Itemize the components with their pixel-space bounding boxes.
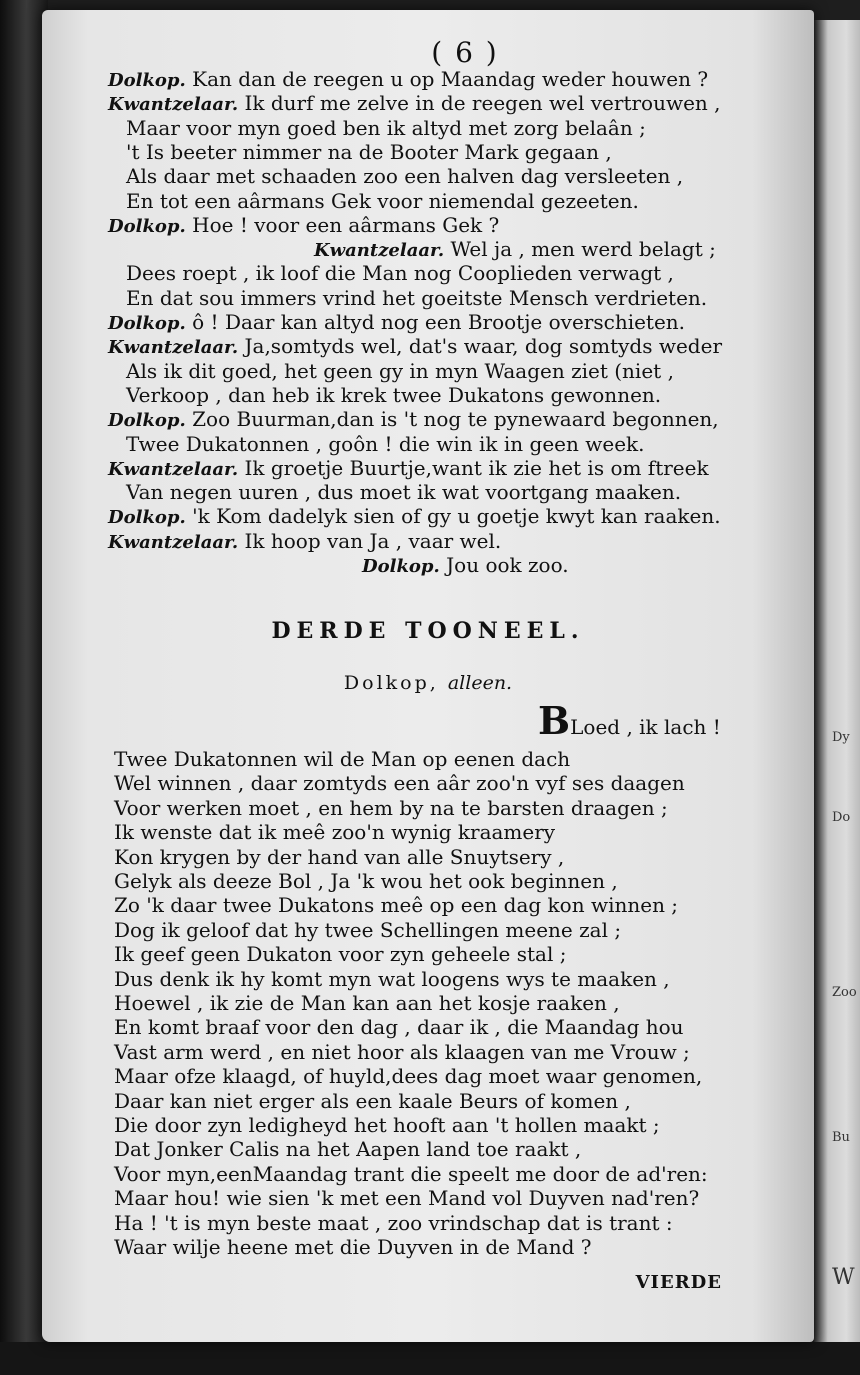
monologue-line: Gelyk als deeze Bol , Ja 'k wou het ook beginnen , — [114, 869, 618, 893]
speaker-name: Dolkop. — [108, 70, 186, 91]
dialogue-line — [108, 92, 721, 116]
monologue-line: Waar wilje heene met die Duyven in de Mand ? — [114, 1235, 592, 1259]
dialogue-line — [126, 141, 612, 163]
speech-text: Als ik dit goed, het geen gy in myn Waagen ziet (niet , — [126, 358, 674, 383]
speaker-name: Dolkop. — [108, 313, 186, 334]
book-spine — [0, 0, 48, 1375]
speech-text: En dat sou immers vrind het goeitste Mensch verdrieten. — [126, 285, 708, 310]
speaker-name: Kwantzelaar. — [108, 531, 239, 553]
monologue-line: Ha ! 't is myn beste maat , zoo vrindschap dat is trant : — [114, 1210, 673, 1235]
monologue-line: Twee Dukatonnen wil de Man op eenen dach — [114, 747, 571, 771]
margin-fragment: Do — [832, 810, 851, 825]
monologue-line: Ik geef geen Dukaton voor zyn geheele stal ; — [114, 942, 567, 967]
speaker-name: Kwantzelaar. — [314, 240, 445, 262]
speech-text: En tot een aârmans Gek voor niemendal gezeeten. — [126, 188, 639, 213]
speaker-name: Kwantzelaar. — [108, 94, 239, 116]
monologue-line: Wel winnen , daar zomtyds een aâr zoo'n vyf ses daagen — [114, 771, 685, 796]
speech-text: Ik durf me zelve in de reegen wel vertrouwen , — [244, 91, 721, 116]
speaker-name: Kwantzelaar. — [108, 458, 239, 480]
monologue-line: Maar ofze klaagd, of huyld,dees dag moet waar genomen, — [114, 1064, 703, 1089]
speech-text: Dees roept , ik loof die Man nog Cooplieden verwagt , — [126, 261, 674, 286]
monologue-line: Vast arm werd , en niet hoor als klaagen van me Vrouw ; — [114, 1039, 690, 1064]
speech-text: Maar voor myn goed ben ik altyd met zorg belaân ; — [126, 115, 646, 140]
monologue-first-text: Loed , ik lach ! — [570, 715, 721, 739]
monologue-first-line — [538, 698, 721, 743]
dialogue-line — [108, 214, 499, 238]
monologue-line: Die door zyn ledigheyd het hooft aan 't hollen maakt ; — [114, 1113, 660, 1137]
speech-text: Verkoop , dan heb ik krek twee Dukatons gewonnen. — [126, 382, 662, 407]
speech-text: Jou ook zoo. — [446, 553, 569, 577]
speech-text: Ja,somtyds wel, dat's waar, dog somtyds weder — [244, 334, 723, 359]
monologue-line: Ik wenste dat ik meê zoo'n wynig kraamery — [114, 820, 556, 845]
monologue-line: Dus denk ik hy komt myn wat loogens wys te maaken , — [114, 966, 670, 991]
dialogue-line — [314, 238, 716, 262]
page-number: ( 6 ) — [431, 36, 499, 69]
scene-character: Dolkop, — [343, 672, 439, 694]
monologue-line: Dog ik geloof dat hy twee Schellingen meene zal ; — [114, 917, 622, 942]
monologue-line: Hoewel , ik zie de Man kan aan het kosje raaken , — [114, 991, 620, 1015]
speech-text: Hoe ! voor een aârmans Gek ? — [192, 212, 500, 237]
dialogue-line — [126, 360, 674, 382]
book-page — [42, 10, 814, 1342]
monologue-line: Dat Jonker Calis na het Aapen land toe raakt , — [114, 1137, 582, 1162]
margin-fragment: W — [832, 1265, 855, 1290]
dialogue-line — [126, 190, 639, 212]
speech-text: Wel ja , men werd belagt ; — [450, 237, 716, 262]
speech-text: Ik groetje Buurtje,want ik zie het is om ftreek — [244, 455, 709, 480]
monologue-line: Daar kan niet erger als een kaale Beurs of komen , — [114, 1088, 631, 1113]
speaker-name: Dolkop. — [108, 215, 186, 237]
dialogue-line — [126, 262, 674, 284]
dialogue-line — [108, 505, 721, 529]
margin-fragment: Bu — [832, 1130, 850, 1145]
catchword: VIERDE — [635, 1272, 722, 1293]
dialogue-line — [126, 433, 645, 455]
monologue-line: Zo 'k daar twee Dukatons meê op een dag kon winnen ; — [114, 893, 679, 918]
speech-text: ô ! Daar kan altyd nog een Brootje overschieten. — [192, 310, 686, 334]
speech-text: 'k Kom dadelyk sien of gy u goetje kwyt kan raaken. — [192, 504, 721, 529]
speech-text: Ik hoop van Ja , vaar wel. — [244, 528, 502, 553]
dialogue-line — [108, 408, 719, 432]
dialogue-line — [126, 481, 681, 503]
dialogue-line — [126, 384, 661, 406]
speech-text: Als daar met schaaden zoo een halven dag versleeten , — [126, 164, 684, 189]
dialogue-line — [108, 335, 722, 359]
scene-character-line — [42, 672, 814, 694]
speech-text: Twee Dukatonnen , goôn ! die win ik in geen week. — [126, 431, 645, 456]
margin-fragment: Dy — [832, 730, 850, 745]
monologue-line: Voor myn,eenMaandag trant die speelt me door de ad'ren: — [114, 1161, 708, 1186]
dialogue-line — [126, 117, 646, 139]
dialogue-line — [108, 311, 685, 335]
monologue-line: Maar hou! wie sien 'k met een Mand vol Duyven nad'ren? — [114, 1186, 700, 1211]
speaker-name: Kwantzelaar. — [108, 337, 239, 359]
monologue-line: En komt braaf voor den dag , daar ik , die Maandag hou — [114, 1015, 684, 1040]
monologue-line: Kon krygen by der hand van alle Snuytsery , — [114, 844, 565, 869]
monologue-line: Voor werken moet , en hem by na te barsten draagen ; — [114, 795, 668, 820]
adjacent-page-edge — [814, 20, 860, 1360]
dialogue-line — [126, 287, 707, 309]
dialogue-line — [108, 68, 708, 92]
dialogue-line — [362, 554, 569, 578]
dialogue-line — [126, 165, 683, 187]
speaker-name: Dolkop. — [108, 507, 186, 529]
dialogue-line — [108, 530, 501, 554]
speech-text: Zoo Buurman,dan is 't nog te pynewaard begonnen, — [192, 407, 719, 432]
scene-note: alleen. — [447, 672, 513, 694]
drop-cap: B — [538, 698, 571, 743]
speaker-name: Dolkop. — [362, 556, 440, 577]
speech-text: Kan dan de reegen u op Maandag weder houwen ? — [192, 67, 709, 91]
speech-text: 't Is beeter nimmer na de Booter Mark gegaan , — [126, 139, 612, 164]
dialogue-line — [108, 457, 709, 481]
scan-background — [0, 1342, 860, 1375]
speech-text: Van negen uuren , dus moet ik wat voortgang maaken. — [126, 480, 682, 505]
scene-heading: DERDE TOONEEL. — [271, 618, 585, 644]
speaker-name: Dolkop. — [108, 410, 186, 432]
margin-fragment: Zoo — [832, 985, 857, 1000]
